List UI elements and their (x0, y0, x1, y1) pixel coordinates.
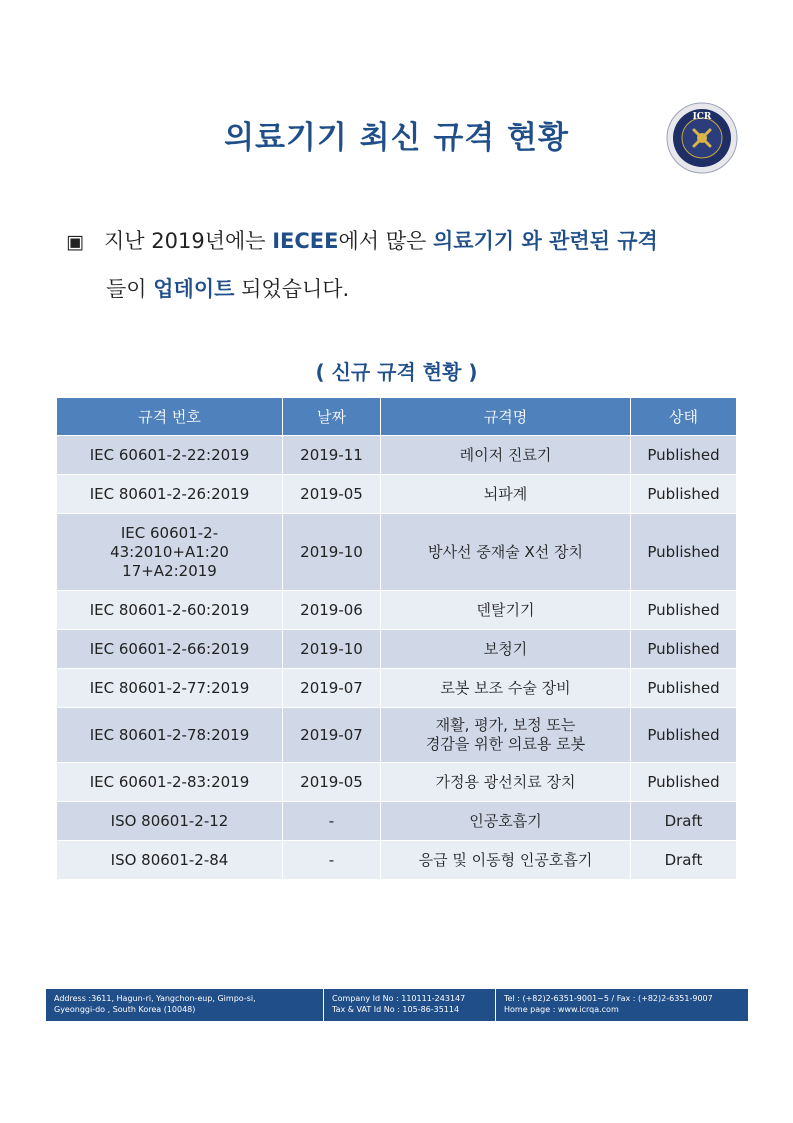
cell-name: 뇌파계 (381, 475, 631, 514)
cell-number-line-2: 17+A2:2019 (122, 561, 217, 580)
intro-update: 업데이트 (153, 277, 235, 301)
square-bullet-icon: ▣ (66, 231, 84, 253)
cell-number: IEC 60601-2-22:2019 (57, 436, 283, 475)
cell-number: IEC 80601-2-78:2019 (57, 708, 283, 763)
cell-number (57, 514, 283, 591)
cell-date: 2019-05 (283, 475, 381, 514)
footer-company-line-1: Company Id No : 110111-243147 (332, 994, 466, 1003)
footer-company (324, 989, 496, 1021)
footer-address-line-2: Gyeonggi-do , South Korea (10048) (54, 1005, 196, 1014)
table-row (57, 669, 737, 708)
cell-number: ISO 80601-2-84 (57, 841, 283, 880)
table-row (57, 436, 737, 475)
cell-number: ISO 80601-2-12 (57, 802, 283, 841)
cell-status: Published (631, 669, 737, 708)
cell-name: 덴탈기기 (381, 591, 631, 630)
footer-contact-line-1: Tel : (+82)2-6351-9001~5 / Fax : (+82)2-6351-9007 (504, 994, 713, 1003)
footer-address (46, 989, 324, 1021)
page-title: 의료기기 최신 규격 현황 (224, 120, 569, 156)
intro-line-1 (66, 218, 658, 266)
cell-status: Published (631, 708, 737, 763)
logo-text: ICR (692, 112, 712, 122)
cell-status: Published (631, 475, 737, 514)
table-row (57, 630, 737, 669)
footer-address-line-1: Address :3611, Hagun-ri, Yangchon-eup, Gimpo-si, (54, 994, 256, 1003)
footer-contact (496, 989, 748, 1021)
cell-date: 2019-07 (283, 669, 381, 708)
cell-name-line-1: 재활, 평가, 보정 또는 (435, 716, 576, 734)
cell-status: Published (631, 514, 737, 591)
intro-text-3: 들이 (106, 277, 154, 301)
cell-name: 로봇 보조 수술 장비 (381, 669, 631, 708)
cell-date: 2019-07 (283, 708, 381, 763)
cell-name: 방사선 중재술 X선 장치 (381, 514, 631, 591)
table-row (57, 708, 737, 763)
intro-paragraph (66, 218, 658, 313)
table-row (57, 763, 737, 802)
table-row (57, 591, 737, 630)
cell-name: 보청기 (381, 630, 631, 669)
cell-date: - (283, 802, 381, 841)
header-status: 상태 (631, 398, 737, 436)
intro-iecee: IECEE (272, 229, 339, 253)
cell-name: 가정용 광선치료 장치 (381, 763, 631, 802)
icr-logo-icon (666, 102, 738, 174)
cell-date: - (283, 841, 381, 880)
intro-text-4: 되었습니다. (234, 277, 350, 301)
intro-text-2: 에서 많은 (338, 229, 433, 253)
cell-date: 2019-10 (283, 514, 381, 591)
footer-homepage-link[interactable]: Home page : www.icrqa.com (504, 1005, 619, 1014)
header-date: 날짜 (283, 398, 381, 436)
cell-number: IEC 80601-2-26:2019 (57, 475, 283, 514)
cell-date: 2019-06 (283, 591, 381, 630)
footer-bar (46, 989, 748, 1021)
intro-text-1: 지난 2019년에는 (104, 229, 273, 253)
table-row (57, 514, 737, 591)
table-title: ( 신규 규격 현황 ) (315, 360, 478, 384)
cell-number: IEC 60601-2-83:2019 (57, 763, 283, 802)
table-row (57, 802, 737, 841)
cell-status: Draft (631, 802, 737, 841)
header-name: 규격명 (381, 398, 631, 436)
cell-status: Published (631, 763, 737, 802)
cell-name: 레이저 진료기 (381, 436, 631, 475)
intro-line-2 (66, 266, 658, 313)
standards-table (56, 397, 737, 880)
header-number: 규격 번호 (57, 398, 283, 436)
cell-name: 인공호흡기 (381, 802, 631, 841)
cell-status: Draft (631, 841, 737, 880)
cell-name (381, 708, 631, 763)
table-row (57, 841, 737, 880)
cell-status: Published (631, 591, 737, 630)
cell-status: Published (631, 630, 737, 669)
intro-medical: 의료기기 와 관련된 규격 (433, 229, 658, 253)
cell-number: IEC 60601-2-66:2019 (57, 630, 283, 669)
cell-status: Published (631, 436, 737, 475)
cell-date: 2019-11 (283, 436, 381, 475)
table-row (57, 475, 737, 514)
cell-date: 2019-05 (283, 763, 381, 802)
cell-number-line-1: IEC 60601-2-43:2010+A1:20 (110, 523, 229, 561)
cell-number: IEC 80601-2-77:2019 (57, 669, 283, 708)
cell-name: 응급 및 이동형 인공호흡기 (381, 841, 631, 880)
cell-date: 2019-10 (283, 630, 381, 669)
footer-company-line-2: Tax & VAT Id No : 105-86-35114 (332, 1005, 460, 1014)
cell-number: IEC 80601-2-60:2019 (57, 591, 283, 630)
table-header-row (57, 398, 737, 436)
cell-name-line-2: 경감을 위한 의료용 로봇 (425, 735, 586, 753)
